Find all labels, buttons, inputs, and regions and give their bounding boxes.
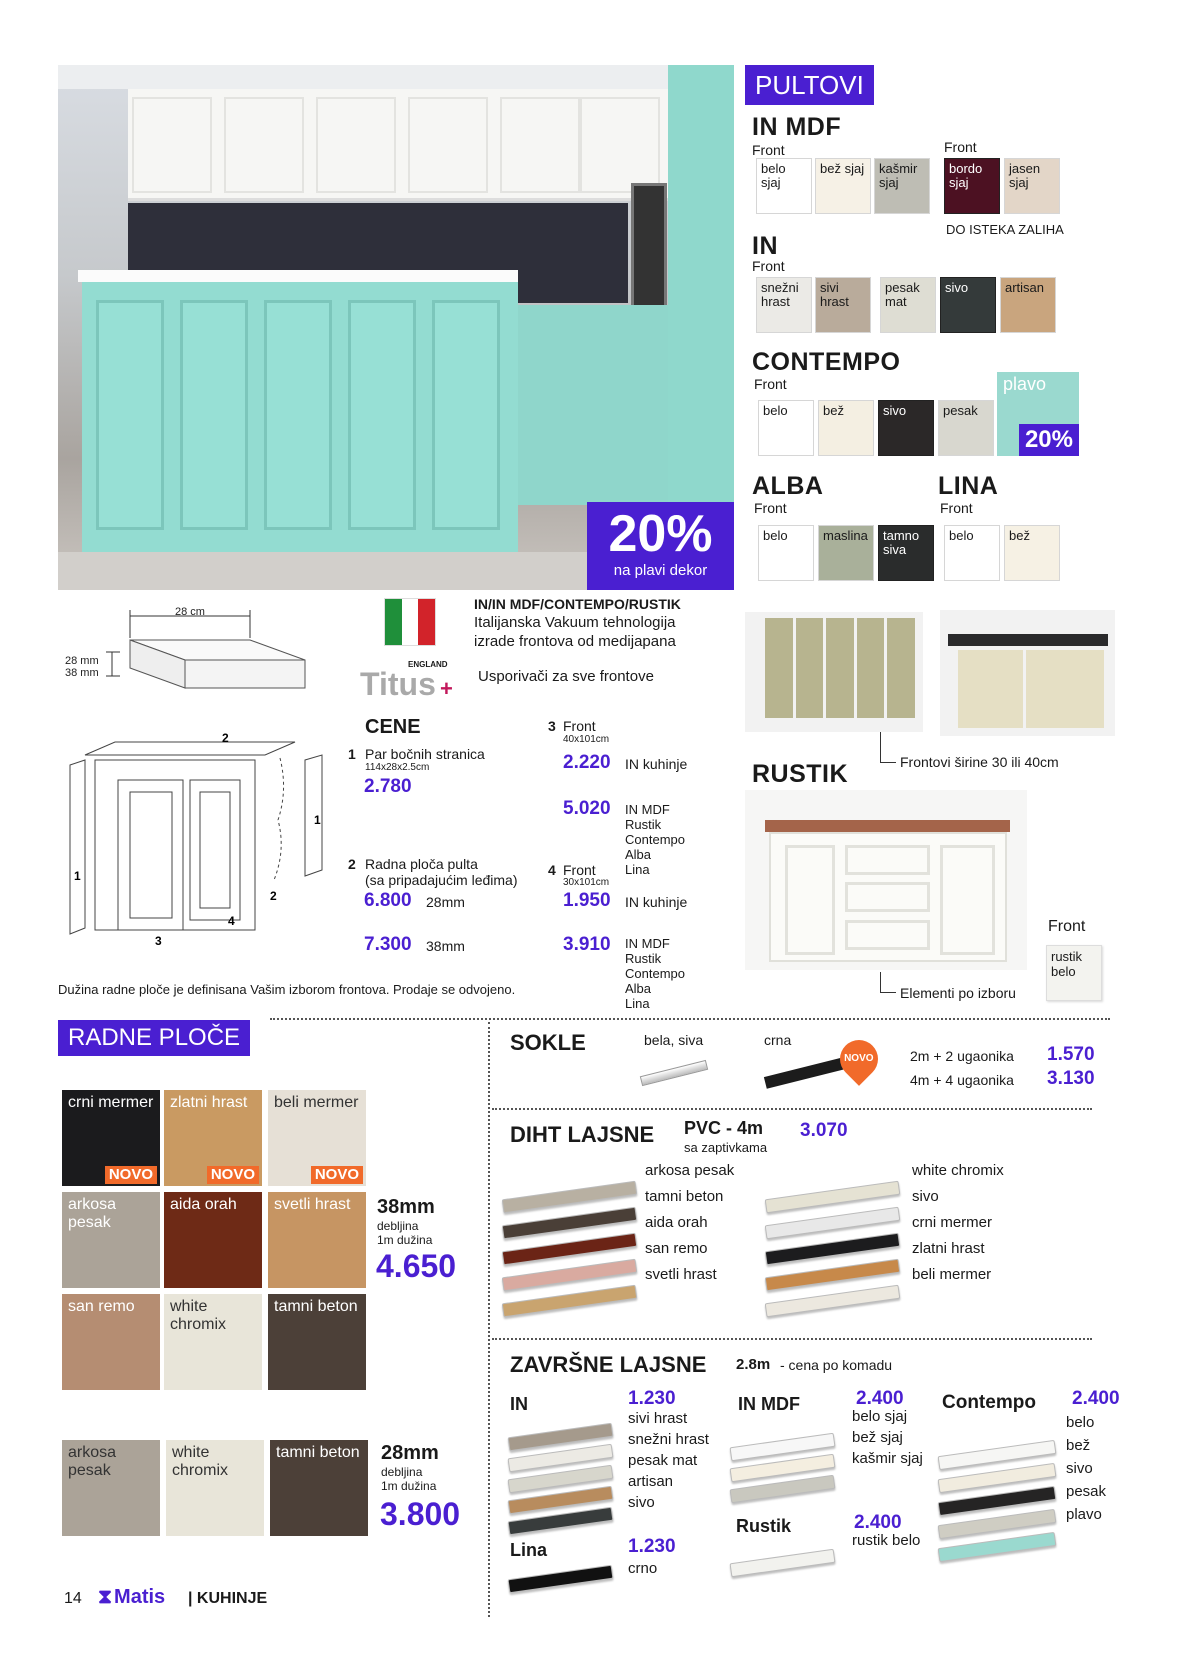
zavrsne-contempo-title: Contempo xyxy=(942,1392,1036,1413)
worktop-board xyxy=(166,1440,264,1536)
in-mdf-note: DO ISTEKA ZALIHA xyxy=(946,222,1064,237)
cene-title: CENE xyxy=(365,716,421,738)
discount-value: 20% xyxy=(608,505,713,563)
worktop-board xyxy=(62,1192,160,1288)
in-mdf-front-label: Front xyxy=(752,142,785,158)
rustik-cabinet-image xyxy=(745,790,1027,970)
zavrsne-length: 2.8m xyxy=(736,1356,771,1373)
worktop-board-label: beli mermer xyxy=(274,1094,359,1111)
rustik-belo-swatch: rustik belo xyxy=(1046,945,1102,1001)
cene-item3-num: 3 xyxy=(548,718,556,734)
contempo-swatch: pesak xyxy=(938,400,994,456)
lina-swatch: belo xyxy=(944,525,1000,581)
in-swatch: sivo xyxy=(940,277,996,333)
diagram-num-2a: 2 xyxy=(222,731,229,745)
cene-item3-dim: 40x101cm xyxy=(563,734,610,745)
diht-left-label: arkosa pesak xyxy=(645,1162,735,1179)
lina-swatch: bež xyxy=(1004,525,1060,581)
thick-28: 28mm xyxy=(381,1442,439,1464)
zavrsne-contempo-label: bež xyxy=(1066,1437,1091,1454)
zavrsne-contempo-label: plavo xyxy=(1066,1506,1102,1523)
zavrsne-rustik-strip xyxy=(730,1549,836,1577)
contempo-swatch: bež xyxy=(818,400,874,456)
worktop-board-label: arkosa pesak xyxy=(68,1196,117,1231)
sokle-price1: 1.570 xyxy=(1047,1044,1095,1065)
sokle-price2: 3.130 xyxy=(1047,1068,1095,1089)
width-label: 28 cm xyxy=(175,606,205,618)
cene-item4-price-other: 3.910 xyxy=(563,934,611,955)
diht-sub-title: PVC - 4m xyxy=(684,1118,764,1138)
height-38-label: 38 mm xyxy=(65,667,99,679)
diagram-num-1b: 1 xyxy=(74,869,81,883)
cene-item4-num: 4 xyxy=(548,862,556,878)
sokle-light-image xyxy=(640,1060,708,1086)
worktop-board xyxy=(268,1294,366,1390)
zavrsne-lina-title: Lina xyxy=(510,1540,548,1560)
diht-price: 3.070 xyxy=(800,1120,848,1141)
worktop-board xyxy=(164,1090,262,1186)
titus-text: Usporivači za sve frontove xyxy=(478,668,654,685)
frontovi-note: Frontovi širine 30 ili 40cm xyxy=(900,754,1059,770)
discount-caption: na plavi dekor xyxy=(613,562,708,579)
italy-flag-icon xyxy=(384,598,436,646)
cene-item2-name: Radna ploča pulta xyxy=(365,856,478,872)
cene-item4-desc-other: IN MDF Rustik Contempo Alba Lina xyxy=(625,936,685,1011)
in-mdf-swatch: kašmir sjaj xyxy=(874,158,930,214)
cene-item4-price-in: 1.950 xyxy=(563,890,611,911)
frontovi-cabinet-image xyxy=(745,612,923,732)
cene-item3-desc-in: IN kuhinje xyxy=(625,756,688,772)
in-mdf-front-label-2: Front xyxy=(944,139,977,155)
rustik-title: RUSTIK xyxy=(752,760,849,788)
cene-item4-desc-in: IN kuhinje xyxy=(625,894,688,910)
radne-ploce-tag: RADNE PLOČE xyxy=(58,1020,250,1056)
diagram-num-4: 4 xyxy=(228,914,235,928)
zavrsne-in-label: sivo xyxy=(628,1494,655,1511)
zavrsne-in-price: 1.230 xyxy=(628,1388,676,1409)
thick-38-sub2: 1m dužina xyxy=(377,1233,433,1247)
plavo-label: plavo xyxy=(1003,374,1047,394)
alba-swatch: belo xyxy=(758,525,814,581)
worktop-board xyxy=(164,1192,262,1288)
zavrsne-inmdf-title: IN MDF xyxy=(738,1394,800,1414)
diht-right-strip xyxy=(765,1285,901,1318)
in-swatch: pesak mat xyxy=(880,277,936,333)
novo-badge: NOVO xyxy=(105,1166,157,1184)
worktop-board xyxy=(270,1440,368,1536)
zavrsne-in-label: sivi hrast xyxy=(628,1410,688,1427)
contempo-title: CONTEMPO xyxy=(752,348,901,376)
worktop-board xyxy=(62,1294,160,1390)
discount-badge xyxy=(587,502,734,590)
in-mdf-swatch: belo sjaj xyxy=(756,158,812,214)
alba-swatch: maslina xyxy=(818,525,874,581)
sokle-color1: bela, siva xyxy=(644,1032,704,1048)
cene-item2-price-38: 7.300 xyxy=(364,934,412,955)
lina-front-label: Front xyxy=(940,500,973,516)
cene-item1-name: Par bočnih stranica xyxy=(365,746,485,762)
zavrsne-lina-price: 1.230 xyxy=(628,1536,676,1557)
in-mdf-title: IN MDF xyxy=(752,113,842,141)
novo-badge: NOVO xyxy=(311,1166,363,1184)
cene-item2-unit-38: 38mm xyxy=(426,938,465,954)
alba-front-label: Front xyxy=(754,500,787,516)
zavrsne-inmdf-label: belo sjaj xyxy=(852,1408,908,1425)
worktop-diagram xyxy=(60,600,310,700)
in-mdf-swatch: bež sjaj xyxy=(815,158,871,214)
worktop-board-label: white chromix xyxy=(172,1444,229,1479)
rustik-front-label: Front xyxy=(1048,918,1086,935)
in-title: IN xyxy=(752,232,778,260)
tech-line2: izrade frontova od medijapana xyxy=(474,633,676,650)
sokle-title: SOKLE xyxy=(510,1030,586,1055)
sokle-color2: crna xyxy=(764,1032,792,1048)
worktop-board xyxy=(62,1440,160,1536)
zavrsne-contempo-price: 2.400 xyxy=(1072,1388,1120,1409)
worktop-board-label: svetli hrast xyxy=(274,1196,351,1213)
cene-item1-dim: 114x28x2.5cm xyxy=(365,762,430,773)
zavrsne-inmdf-label: bež sjaj xyxy=(852,1429,903,1446)
footer-section: | KUHINJE xyxy=(188,1590,268,1607)
worktop-board-label: aida orah xyxy=(170,1196,237,1213)
worktop-board xyxy=(268,1192,366,1288)
zavrsne-in-label: pesak mat xyxy=(628,1452,698,1469)
in-front-label: Front xyxy=(752,258,785,274)
pultovi-tag: PULTOVI xyxy=(745,65,874,105)
zavrsne-in-title: IN xyxy=(510,1394,528,1414)
cabinet-diagram xyxy=(60,730,350,950)
in-mdf-swatch: bordo sjaj xyxy=(944,158,1000,214)
thick-38: 38mm xyxy=(377,1196,435,1218)
worktop-board xyxy=(62,1090,160,1186)
price-38: 4.650 xyxy=(376,1248,457,1284)
worktop-board-label: arkosa pesak xyxy=(68,1444,117,1479)
zavrsne-inmdf-price: 2.400 xyxy=(856,1388,904,1409)
sokle-novo-badge: NOVO xyxy=(832,1032,886,1086)
lina-title: LINA xyxy=(938,472,999,500)
diht-right-label: sivo xyxy=(912,1188,939,1205)
cene-item3-name: Front xyxy=(563,718,596,734)
diht-left-label: san remo xyxy=(645,1240,708,1257)
cene-item4-dim: 30x101cm xyxy=(563,877,610,888)
diht-left-label: tamni beton xyxy=(645,1188,724,1205)
cene-item2-price-28: 6.800 xyxy=(364,890,412,911)
zavrsne-in-label: snežni hrast xyxy=(628,1431,709,1448)
contempo-plavo-swatch xyxy=(997,372,1079,456)
zavrsne-contempo-label: pesak xyxy=(1066,1483,1107,1500)
zavrsne-in-label: artisan xyxy=(628,1473,674,1490)
price-28: 3.800 xyxy=(380,1496,461,1532)
thick-28-sub1: debljina xyxy=(381,1465,423,1479)
height-28-label: 28 mm xyxy=(65,655,99,667)
diht-sub-note: sa zaptivkama xyxy=(684,1140,768,1155)
zavrsne-inmdf-label: kašmir sjaj xyxy=(852,1450,923,1467)
zavrsne-rustik-title: Rustik xyxy=(736,1516,792,1536)
diht-title: DIHT LAJSNE xyxy=(510,1122,655,1147)
cene-item1-num: 1 xyxy=(348,746,356,762)
tech-title: IN/IN MDF/CONTEMPO/RUSTIK xyxy=(474,596,681,612)
contempo-swatch: belo xyxy=(758,400,814,456)
diagram-num-2b: 2 xyxy=(270,889,277,903)
sokle-opt2: 4m + 4 ugaonika xyxy=(910,1072,1014,1088)
in-swatch: snežni hrast xyxy=(756,277,812,333)
diagram-num-1a: 1 xyxy=(314,813,321,827)
alba-swatch: tamno siva xyxy=(878,525,934,581)
diht-left-strip xyxy=(502,1285,638,1318)
frontovi-cabinet-image-2 xyxy=(940,610,1115,736)
zavrsne-rustik-label: rustik belo xyxy=(852,1532,921,1549)
in-mdf-swatch: jasen sjaj xyxy=(1004,158,1060,214)
diht-right-label: white chromix xyxy=(912,1162,1004,1179)
plavo-discount: 20% xyxy=(1019,424,1079,456)
zavrsne-length-note: - cena po komadu xyxy=(780,1357,893,1373)
cene-item2-unit-28: 28mm xyxy=(426,894,465,910)
cene-item3-price-other: 5.020 xyxy=(563,798,611,819)
sokle-opt1: 2m + 2 ugaonika xyxy=(910,1048,1014,1064)
matis-logo: ⧗ Matis xyxy=(98,1586,166,1608)
diagram-num-3: 3 xyxy=(155,934,162,948)
zavrsne-contempo-label: sivo xyxy=(1066,1460,1093,1477)
cene-item4-name: Front xyxy=(563,862,596,878)
contempo-swatch: sivo xyxy=(878,400,934,456)
worktop-board-label: white chromix xyxy=(170,1298,227,1333)
cene-footnote: Dužina radne ploče je definisana Vašim izborom frontova. Prodaje se odvojeno. xyxy=(58,982,516,997)
cene-item3-price-in: 2.220 xyxy=(563,752,611,773)
diht-right-label: zlatni hrast xyxy=(912,1240,985,1257)
diht-right-label: crni mermer xyxy=(912,1214,993,1231)
cene-item3-desc-other: IN MDF Rustik Contempo Alba Lina xyxy=(625,802,685,877)
alba-title: ALBA xyxy=(752,472,824,500)
worktop-board-label: tamni beton xyxy=(276,1444,360,1461)
cene-item2-sub: (sa pripadajućim leđima) xyxy=(365,872,518,888)
worktop-board-label: crni mermer xyxy=(68,1094,154,1111)
contempo-front-label: Front xyxy=(754,376,787,392)
tech-line1: Italijanska Vakuum tehnologija xyxy=(474,614,676,631)
thick-28-sub2: 1m dužina xyxy=(381,1479,437,1493)
zavrsne-contempo-label: belo xyxy=(1066,1414,1095,1431)
zavrsne-lina-label: crno xyxy=(628,1560,658,1577)
zavrsne-lina-strip xyxy=(508,1565,614,1593)
in-swatch: artisan xyxy=(1000,277,1056,333)
novo-badge: NOVO xyxy=(207,1166,259,1184)
elementi-note: Elementi po izboru xyxy=(900,985,1016,1001)
thick-38-sub1: debljina xyxy=(377,1219,419,1233)
zavrsne-title: ZAVRŠNE LAJSNE xyxy=(510,1352,707,1377)
worktop-board-label: tamni beton xyxy=(274,1298,358,1315)
zavrsne-rustik-price: 2.400 xyxy=(854,1512,902,1533)
worktop-board xyxy=(164,1294,262,1390)
in-swatch: sivi hrast xyxy=(815,277,871,333)
worktop-board-label: zlatni hrast xyxy=(170,1094,248,1111)
cene-item2-num: 2 xyxy=(348,856,356,872)
titus-logo: ENGLAND Titus + xyxy=(360,660,453,702)
diht-left-label: aida orah xyxy=(645,1214,708,1231)
cene-item1-price: 2.780 xyxy=(364,776,412,797)
page-number: 14 xyxy=(64,1590,82,1607)
diht-right-label: beli mermer xyxy=(912,1266,992,1283)
diht-left-label: svetli hrast xyxy=(645,1266,717,1283)
worktop-board-label: san remo xyxy=(68,1298,135,1315)
worktop-board xyxy=(268,1090,366,1186)
